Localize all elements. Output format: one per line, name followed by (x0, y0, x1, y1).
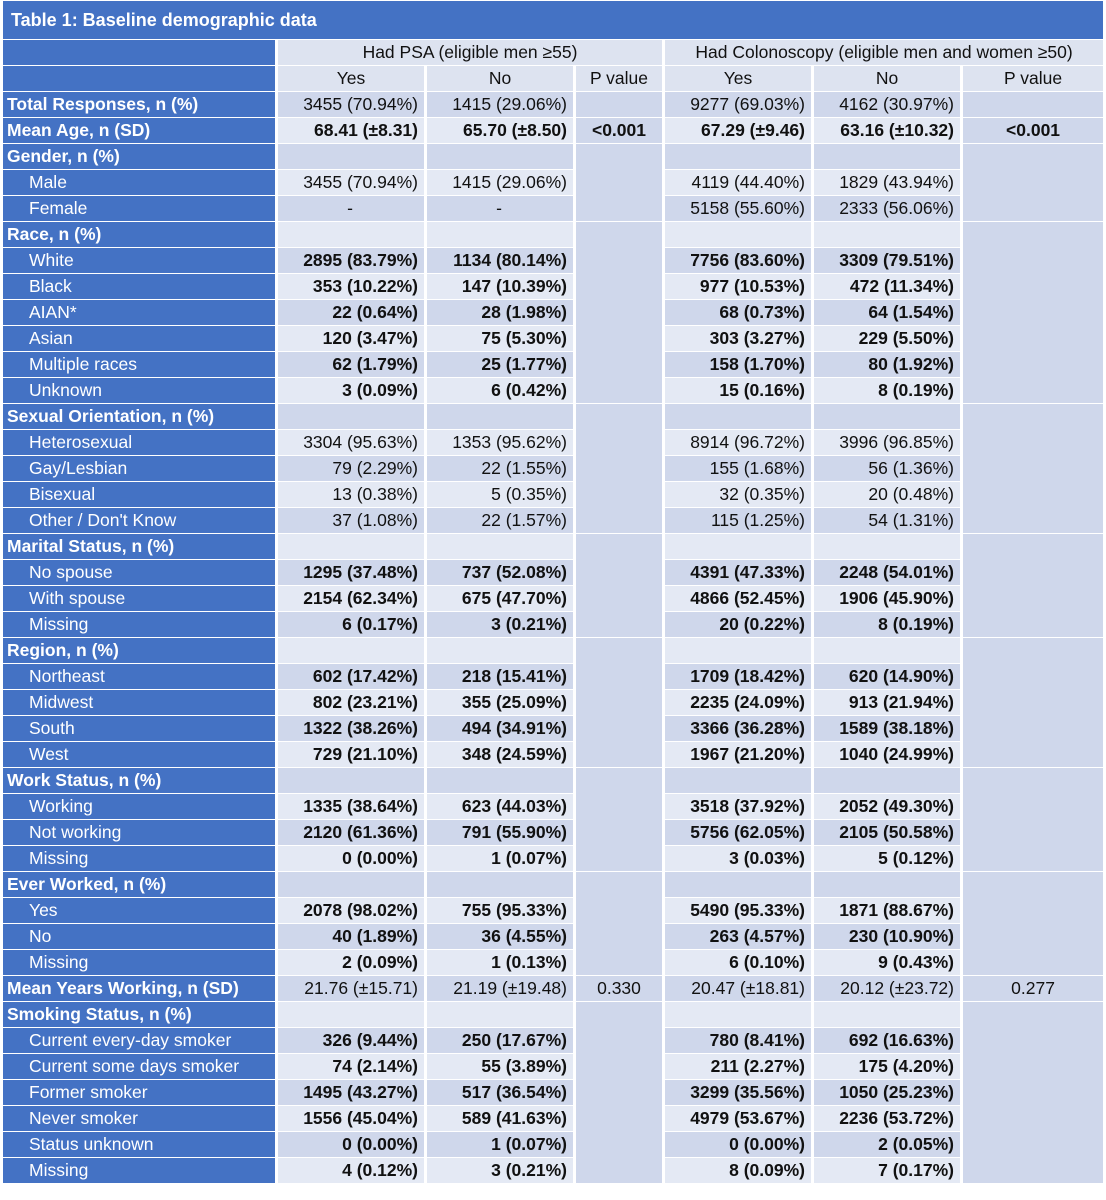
cell-colo-no (814, 404, 960, 429)
cell-psa-yes (278, 638, 424, 663)
cell-colo-yes: 3299 (35.56%) (665, 1080, 811, 1105)
table-row (3, 1054, 1103, 1079)
table-row (3, 638, 1103, 663)
cell-colo-no: 20.12 (±23.72) (814, 976, 960, 1001)
cell-colo-yes: 4866 (52.45%) (665, 586, 811, 611)
cell-colo-no: 3309 (79.51%) (814, 248, 960, 273)
cell-psa-no: 755 (95.33%) (427, 898, 573, 923)
table-row (3, 1158, 1103, 1183)
cell-psa-no: 1134 (80.14%) (427, 248, 573, 273)
row-label: Working (3, 794, 275, 819)
row-label: Yes (3, 898, 275, 923)
table-title: Table 1: Baseline demographic data (3, 1, 1103, 39)
cell-psa-no (427, 222, 573, 247)
cell-colo-no (814, 768, 960, 793)
cell-psa-pvalue (576, 638, 662, 767)
row-label: No spouse (3, 560, 275, 585)
cell-colo-yes: 7756 (83.60%) (665, 248, 811, 273)
row-label: Missing (3, 1158, 275, 1183)
table-row (3, 144, 1103, 169)
cell-psa-yes: 68.41 (±8.31) (278, 118, 424, 143)
cell-psa-no: 675 (47.70%) (427, 586, 573, 611)
cell-psa-yes: 2120 (61.36%) (278, 820, 424, 845)
cell-psa-yes: 2 (0.09%) (278, 950, 424, 975)
row-label: No (3, 924, 275, 949)
cell-colo-yes: 1967 (21.20%) (665, 742, 811, 767)
row-label: Ever Worked, n (%) (3, 872, 275, 897)
cell-colo-no: 54 (1.31%) (814, 508, 960, 533)
cell-psa-yes: 1335 (38.64%) (278, 794, 424, 819)
cell-psa-no: 1 (0.07%) (427, 1132, 573, 1157)
cell-colo-no (814, 1002, 960, 1027)
row-label: With spouse (3, 586, 275, 611)
cell-psa-yes: 21.76 (±15.71) (278, 976, 424, 1001)
col-header-colo-yes: Yes (665, 66, 811, 91)
cell-psa-yes: 0 (0.00%) (278, 1132, 424, 1157)
cell-colo-no (814, 534, 960, 559)
cell-psa-yes: 79 (2.29%) (278, 456, 424, 481)
table-row (3, 326, 1103, 351)
cell-colo-yes: 8914 (96.72%) (665, 430, 811, 455)
row-label: Unknown (3, 378, 275, 403)
cell-colo-yes: 4979 (53.67%) (665, 1106, 811, 1131)
table-row (3, 1002, 1103, 1027)
cell-colo-no: 20 (0.48%) (814, 482, 960, 507)
cell-psa-yes (278, 768, 424, 793)
cell-psa-yes: 13 (0.38%) (278, 482, 424, 507)
cell-psa-yes (278, 404, 424, 429)
cell-colo-yes (665, 144, 811, 169)
table-row (3, 404, 1103, 429)
table-row (3, 586, 1103, 611)
cell-psa-yes: 40 (1.89%) (278, 924, 424, 949)
cell-colo-yes: 780 (8.41%) (665, 1028, 811, 1053)
cell-psa-no (427, 768, 573, 793)
cell-colo-pvalue (963, 534, 1103, 637)
cell-colo-no: 56 (1.36%) (814, 456, 960, 481)
group-header-row (3, 40, 1103, 65)
cell-colo-pvalue (963, 92, 1103, 117)
table-row (3, 1028, 1103, 1053)
table-row (3, 716, 1103, 741)
table-row (3, 820, 1103, 845)
cell-colo-no (814, 638, 960, 663)
cell-psa-yes: 120 (3.47%) (278, 326, 424, 351)
row-label: White (3, 248, 275, 273)
table-row (3, 924, 1103, 949)
table-row (3, 222, 1103, 247)
cell-psa-no (427, 872, 573, 897)
cell-colo-no: 2333 (56.06%) (814, 196, 960, 221)
cell-colo-yes (665, 534, 811, 559)
table-row (3, 1106, 1103, 1131)
row-label: Heterosexual (3, 430, 275, 455)
row-label: South (3, 716, 275, 741)
cell-colo-yes: 68 (0.73%) (665, 300, 811, 325)
cell-colo-no: 230 (10.90%) (814, 924, 960, 949)
row-label: AIAN* (3, 300, 275, 325)
cell-psa-no (427, 144, 573, 169)
cell-colo-no: 620 (14.90%) (814, 664, 960, 689)
cell-psa-yes (278, 534, 424, 559)
title-row (3, 1, 1103, 39)
cell-colo-yes: 9277 (69.03%) (665, 92, 811, 117)
cell-colo-no: 2 (0.05%) (814, 1132, 960, 1157)
row-label: Never smoker (3, 1106, 275, 1131)
cell-colo-yes: 32 (0.35%) (665, 482, 811, 507)
table-row (3, 846, 1103, 871)
cell-colo-no: 5 (0.12%) (814, 846, 960, 871)
cell-colo-no (814, 222, 960, 247)
cell-colo-yes: 2235 (24.09%) (665, 690, 811, 715)
cell-psa-pvalue (576, 768, 662, 871)
cell-colo-yes: 4391 (47.33%) (665, 560, 811, 585)
cell-psa-pvalue (576, 144, 662, 221)
cell-colo-no: 692 (16.63%) (814, 1028, 960, 1053)
col-header-psa-pvalue: P value (576, 66, 662, 91)
cell-colo-yes: 1709 (18.42%) (665, 664, 811, 689)
cell-colo-no: 1906 (45.90%) (814, 586, 960, 611)
table-row (3, 378, 1103, 403)
table-row (3, 274, 1103, 299)
row-label: Sexual Orientation, n (%) (3, 404, 275, 429)
cell-psa-yes: 0 (0.00%) (278, 846, 424, 871)
cell-psa-pvalue (576, 222, 662, 403)
cell-colo-yes: 5490 (95.33%) (665, 898, 811, 923)
table-row (3, 742, 1103, 767)
cell-colo-yes: 8 (0.09%) (665, 1158, 811, 1183)
cell-psa-yes: 6 (0.17%) (278, 612, 424, 637)
cell-psa-yes: 326 (9.44%) (278, 1028, 424, 1053)
cell-colo-pvalue (963, 638, 1103, 767)
group-colonoscopy-header: Had Colonoscopy (eligible men and women ≥50) (665, 40, 1103, 65)
cell-colo-no: 8 (0.19%) (814, 378, 960, 403)
cell-psa-no: 218 (15.41%) (427, 664, 573, 689)
cell-psa-no: 3 (0.21%) (427, 1158, 573, 1183)
row-label: Other / Don't Know (3, 508, 275, 533)
cell-colo-yes: 20.47 (±18.81) (665, 976, 811, 1001)
cell-colo-yes: 115 (1.25%) (665, 508, 811, 533)
cell-psa-no: 589 (41.63%) (427, 1106, 573, 1131)
cell-psa-yes: 1495 (43.27%) (278, 1080, 424, 1105)
cell-psa-no: 1353 (95.62%) (427, 430, 573, 455)
cell-psa-no: 494 (34.91%) (427, 716, 573, 741)
cell-psa-pvalue (576, 1002, 662, 1183)
cell-colo-no: 4162 (30.97%) (814, 92, 960, 117)
cell-psa-yes: 4 (0.12%) (278, 1158, 424, 1183)
cell-colo-no: 2052 (49.30%) (814, 794, 960, 819)
cell-colo-no: 8 (0.19%) (814, 612, 960, 637)
cell-colo-pvalue (963, 768, 1103, 871)
cell-colo-yes: 0 (0.00%) (665, 1132, 811, 1157)
cell-colo-no: 2105 (50.58%) (814, 820, 960, 845)
cell-colo-yes: 5158 (55.60%) (665, 196, 811, 221)
table-row (3, 950, 1103, 975)
col-header-colo-pvalue: P value (963, 66, 1103, 91)
row-label: Missing (3, 846, 275, 871)
cell-colo-pvalue (963, 222, 1103, 403)
row-label: Mean Years Working, n (SD) (3, 976, 275, 1001)
row-label: Race, n (%) (3, 222, 275, 247)
cell-psa-no: 737 (52.08%) (427, 560, 573, 585)
cell-psa-no: 623 (44.03%) (427, 794, 573, 819)
cell-colo-yes: 263 (4.57%) (665, 924, 811, 949)
row-label: Bisexual (3, 482, 275, 507)
cell-psa-no: 36 (4.55%) (427, 924, 573, 949)
cell-colo-pvalue: <0.001 (963, 118, 1103, 143)
table-row (3, 976, 1103, 1001)
cell-colo-pvalue (963, 872, 1103, 975)
cell-psa-no: 791 (55.90%) (427, 820, 573, 845)
cell-colo-yes (665, 872, 811, 897)
cell-psa-yes: 2154 (62.34%) (278, 586, 424, 611)
cell-colo-pvalue: 0.277 (963, 976, 1103, 1001)
cell-colo-no: 80 (1.92%) (814, 352, 960, 377)
table-row (3, 898, 1103, 923)
cell-psa-no: 22 (1.57%) (427, 508, 573, 533)
cell-psa-no: 21.19 (±19.48) (427, 976, 573, 1001)
cell-colo-no: 7 (0.17%) (814, 1158, 960, 1183)
row-label: Current every-day smoker (3, 1028, 275, 1053)
cell-psa-yes: 1322 (38.26%) (278, 716, 424, 741)
cell-psa-no: 75 (5.30%) (427, 326, 573, 351)
cell-colo-pvalue (963, 1002, 1103, 1183)
cell-colo-no: 1871 (88.67%) (814, 898, 960, 923)
cell-colo-no: 2248 (54.01%) (814, 560, 960, 585)
table-row (3, 690, 1103, 715)
cell-colo-yes: 303 (3.27%) (665, 326, 811, 351)
table-row (3, 118, 1103, 143)
column-header-row (3, 66, 1103, 91)
cell-colo-no: 3996 (96.85%) (814, 430, 960, 455)
cell-colo-no: 472 (11.34%) (814, 274, 960, 299)
row-label: Mean Age, n (SD) (3, 118, 275, 143)
cell-psa-pvalue: <0.001 (576, 118, 662, 143)
cell-psa-yes (278, 1002, 424, 1027)
row-label: Northeast (3, 664, 275, 689)
row-label: Midwest (3, 690, 275, 715)
cell-psa-pvalue (576, 92, 662, 117)
cell-psa-no (427, 534, 573, 559)
cell-psa-yes: 74 (2.14%) (278, 1054, 424, 1079)
table-row (3, 170, 1103, 195)
row-label: Male (3, 170, 275, 195)
cell-colo-yes: 155 (1.68%) (665, 456, 811, 481)
cell-psa-yes: 802 (23.21%) (278, 690, 424, 715)
cell-colo-yes (665, 1002, 811, 1027)
cell-colo-pvalue (963, 144, 1103, 221)
row-label: Work Status, n (%) (3, 768, 275, 793)
cell-psa-yes: 729 (21.10%) (278, 742, 424, 767)
cell-psa-yes: - (278, 196, 424, 221)
row-label: Missing (3, 950, 275, 975)
row-label: Former smoker (3, 1080, 275, 1105)
col-header-psa-yes: Yes (278, 66, 424, 91)
cell-colo-yes: 67.29 (±9.46) (665, 118, 811, 143)
table-row (3, 300, 1103, 325)
cell-colo-no: 63.16 (±10.32) (814, 118, 960, 143)
table-row (3, 196, 1103, 221)
cell-psa-yes: 62 (1.79%) (278, 352, 424, 377)
cell-colo-yes: 3 (0.03%) (665, 846, 811, 871)
cell-psa-no: 25 (1.77%) (427, 352, 573, 377)
cell-psa-yes (278, 222, 424, 247)
cell-psa-no: 1 (0.07%) (427, 846, 573, 871)
cell-psa-yes: 22 (0.64%) (278, 300, 424, 325)
row-label: Marital Status, n (%) (3, 534, 275, 559)
table-row (3, 560, 1103, 585)
cell-colo-yes: 3366 (36.28%) (665, 716, 811, 741)
cell-colo-yes (665, 768, 811, 793)
cell-colo-no: 64 (1.54%) (814, 300, 960, 325)
cell-psa-no: 28 (1.98%) (427, 300, 573, 325)
cell-psa-no: 1415 (29.06%) (427, 170, 573, 195)
table-row (3, 92, 1103, 117)
cell-psa-no: 22 (1.55%) (427, 456, 573, 481)
cell-psa-yes: 2895 (83.79%) (278, 248, 424, 273)
row-label: Gender, n (%) (3, 144, 275, 169)
cell-colo-yes (665, 222, 811, 247)
cell-psa-yes: 37 (1.08%) (278, 508, 424, 533)
row-label: Current some days smoker (3, 1054, 275, 1079)
cell-psa-no: 3 (0.21%) (427, 612, 573, 637)
cell-colo-yes: 977 (10.53%) (665, 274, 811, 299)
row-label: Total Responses, n (%) (3, 92, 275, 117)
table-row (3, 1080, 1103, 1105)
table-row (3, 482, 1103, 507)
cell-colo-no: 913 (21.94%) (814, 690, 960, 715)
cell-psa-no: 55 (3.89%) (427, 1054, 573, 1079)
cell-colo-no (814, 144, 960, 169)
cell-psa-yes: 3455 (70.94%) (278, 92, 424, 117)
cell-psa-yes: 353 (10.22%) (278, 274, 424, 299)
cell-psa-pvalue (576, 404, 662, 533)
cell-colo-yes (665, 638, 811, 663)
cell-psa-yes: 3304 (95.63%) (278, 430, 424, 455)
table-row (3, 768, 1103, 793)
cell-colo-no: 9 (0.43%) (814, 950, 960, 975)
cell-psa-no: 1415 (29.06%) (427, 92, 573, 117)
row-label: Smoking Status, n (%) (3, 1002, 275, 1027)
cell-psa-yes: 3455 (70.94%) (278, 170, 424, 195)
table-row (3, 534, 1103, 559)
row-label: Region, n (%) (3, 638, 275, 663)
cell-psa-no: 517 (36.54%) (427, 1080, 573, 1105)
cell-psa-yes: 1295 (37.48%) (278, 560, 424, 585)
cell-psa-no: 250 (17.67%) (427, 1028, 573, 1053)
table-body (3, 92, 1103, 1183)
cell-colo-no: 2236 (53.72%) (814, 1106, 960, 1131)
cell-psa-no (427, 1002, 573, 1027)
cell-colo-yes: 158 (1.70%) (665, 352, 811, 377)
cell-psa-no (427, 404, 573, 429)
table-row (3, 872, 1103, 897)
row-label: West (3, 742, 275, 767)
row-label: Not working (3, 820, 275, 845)
cell-psa-yes: 602 (17.42%) (278, 664, 424, 689)
table-row (3, 664, 1103, 689)
cell-colo-yes (665, 404, 811, 429)
header-corner (3, 66, 275, 91)
cell-psa-yes: 1556 (45.04%) (278, 1106, 424, 1131)
row-label: Asian (3, 326, 275, 351)
table-row (3, 248, 1103, 273)
table-row (3, 508, 1103, 533)
cell-colo-no: 1040 (24.99%) (814, 742, 960, 767)
cell-psa-yes: 3 (0.09%) (278, 378, 424, 403)
table-row (3, 352, 1103, 377)
cell-colo-pvalue (963, 404, 1103, 533)
cell-psa-yes: 2078 (98.02%) (278, 898, 424, 923)
table-row (3, 1132, 1103, 1157)
cell-colo-no: 1050 (25.23%) (814, 1080, 960, 1105)
cell-colo-no: 1589 (38.18%) (814, 716, 960, 741)
cell-colo-yes: 211 (2.27%) (665, 1054, 811, 1079)
row-label: Black (3, 274, 275, 299)
table-row (3, 612, 1103, 637)
cell-colo-no: 229 (5.50%) (814, 326, 960, 351)
row-label: Missing (3, 612, 275, 637)
cell-colo-no: 1829 (43.94%) (814, 170, 960, 195)
cell-colo-no: 175 (4.20%) (814, 1054, 960, 1079)
cell-colo-yes: 3518 (37.92%) (665, 794, 811, 819)
cell-psa-yes (278, 872, 424, 897)
cell-psa-no: 348 (24.59%) (427, 742, 573, 767)
cell-psa-no (427, 638, 573, 663)
cell-psa-no: 65.70 (±8.50) (427, 118, 573, 143)
row-label: Female (3, 196, 275, 221)
group-psa-header: Had PSA (eligible men ≥55) (278, 40, 662, 65)
cell-colo-yes: 15 (0.16%) (665, 378, 811, 403)
row-label: Gay/Lesbian (3, 456, 275, 481)
cell-psa-no: 147 (10.39%) (427, 274, 573, 299)
cell-psa-pvalue (576, 534, 662, 637)
cell-psa-yes (278, 144, 424, 169)
cell-psa-pvalue (576, 872, 662, 975)
col-header-psa-no: No (427, 66, 573, 91)
cell-psa-no: - (427, 196, 573, 221)
row-label: Status unknown (3, 1132, 275, 1157)
cell-psa-no: 355 (25.09%) (427, 690, 573, 715)
cell-colo-yes: 4119 (44.40%) (665, 170, 811, 195)
cell-colo-yes: 5756 (62.05%) (665, 820, 811, 845)
cell-colo-no (814, 872, 960, 897)
cell-psa-pvalue: 0.330 (576, 976, 662, 1001)
header-corner (3, 40, 275, 65)
cell-psa-no: 6 (0.42%) (427, 378, 573, 403)
row-label: Multiple races (3, 352, 275, 377)
cell-psa-no: 5 (0.35%) (427, 482, 573, 507)
cell-colo-yes: 20 (0.22%) (665, 612, 811, 637)
col-header-colo-no: No (814, 66, 960, 91)
cell-colo-yes: 6 (0.10%) (665, 950, 811, 975)
table-row (3, 794, 1103, 819)
table-row (3, 430, 1103, 455)
table-row (3, 456, 1103, 481)
cell-psa-no: 1 (0.13%) (427, 950, 573, 975)
